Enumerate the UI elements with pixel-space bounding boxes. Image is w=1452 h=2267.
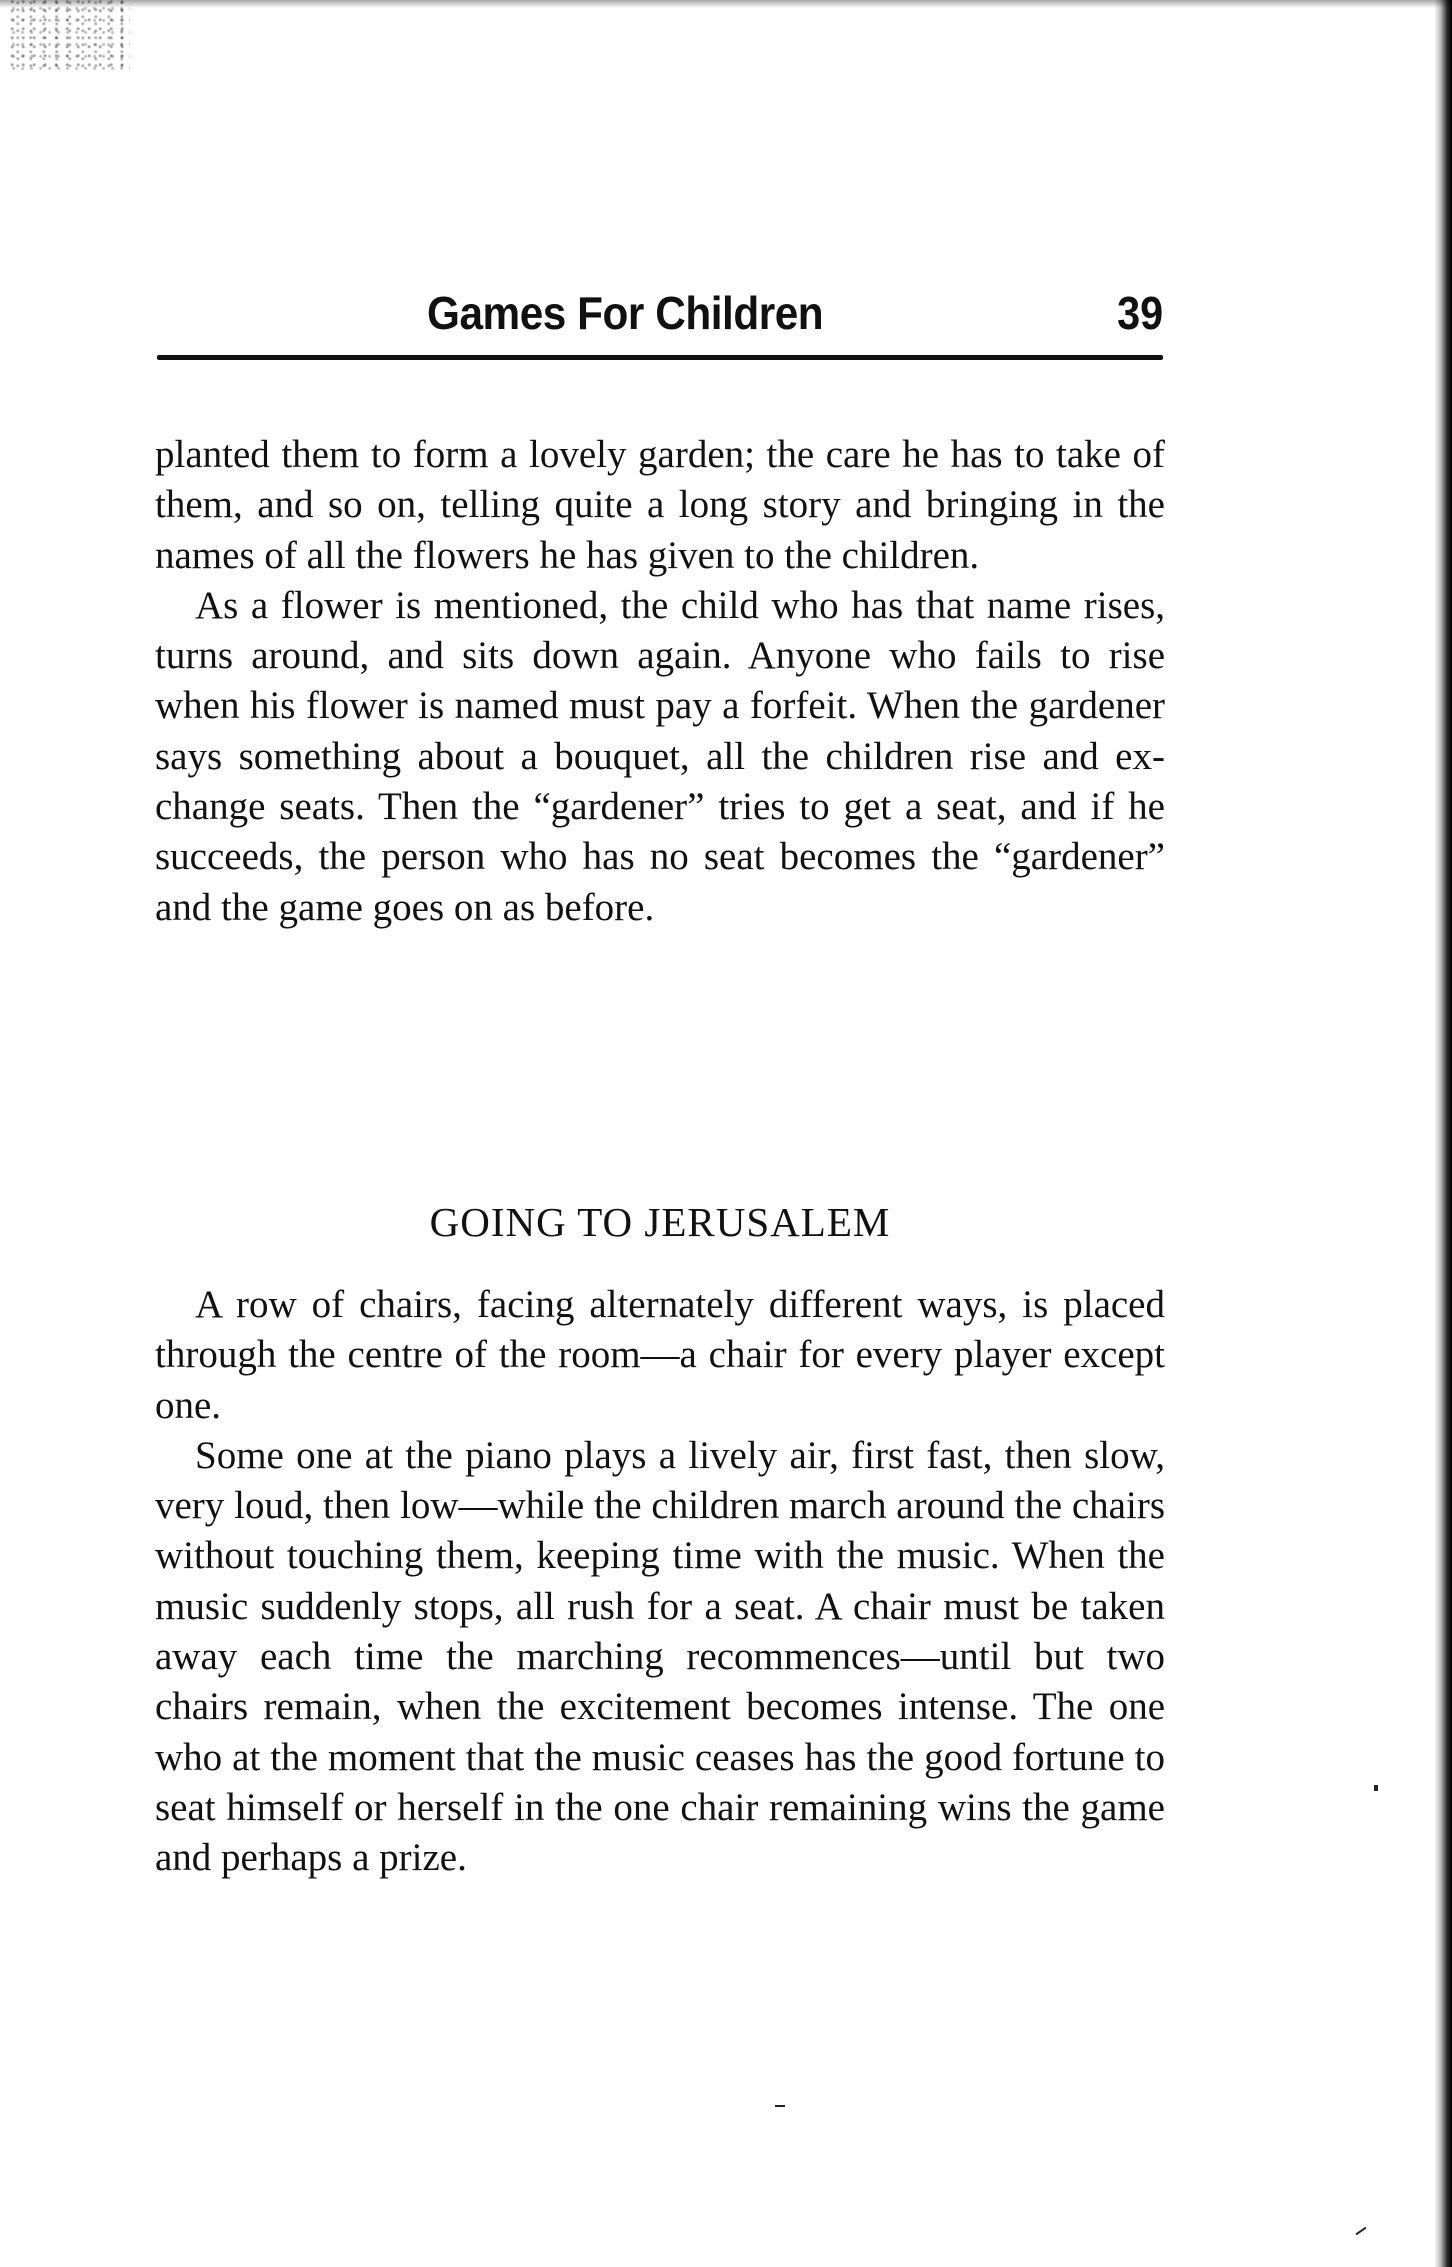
page-number: 39 [1116,287,1163,339]
running-header [157,283,1163,343]
scan-mark [1374,1785,1378,1791]
paragraph: planted them to form a lovely garden; the care he has to take of them, and so on, telling quite a long story and bringing in the names of all the flowers he has given to the children. [155,433,1165,577]
scan-mark [1356,2227,1367,2236]
header-rule [157,355,1163,360]
paragraph: Some one at the piano plays a lively air, first fast, then slow, very loud, then low—while the children march around the chairs without touching them, keeping time with the music. When the music suddenly stops, all rush for a seat. A chair must be taken away each time the marching recommences—until but two chairs remain, when the excitement becomes intense. The one who at the moment that the music ceases has the good fortune to seat himself or herself in the one chair remaining wins the game and perhaps a prize. [155,1433,1165,1880]
paragraph: As a flower is mentioned, the child who has that name rises, turns around, and sits down again. Anyone who fails to rise when his flower is named must pay a forfeit. When the gardener says something about a bouquet, all the children rise and exchange seats. Then the “gardener” tries to get a seat, and if he succeeds, the person who has no seat becomes the “gardener” and the game goes on as before. [155,583,1165,929]
section-heading: GOING TO JERUSALEM [429,1199,891,1245]
scan-edge-top [0,0,1452,8]
paragraph: A row of chairs, facing alternately different ways, is placed through the centre of the room—a chair for every player except one. [155,1283,1165,1427]
scan-edge-right [1434,0,1452,2267]
scan-speckle [10,0,130,70]
scan-mark [775,2105,785,2107]
running-title: Games For Children [427,287,824,339]
section-2-text [155,1280,1165,1884]
section-1-text [155,430,1165,933]
